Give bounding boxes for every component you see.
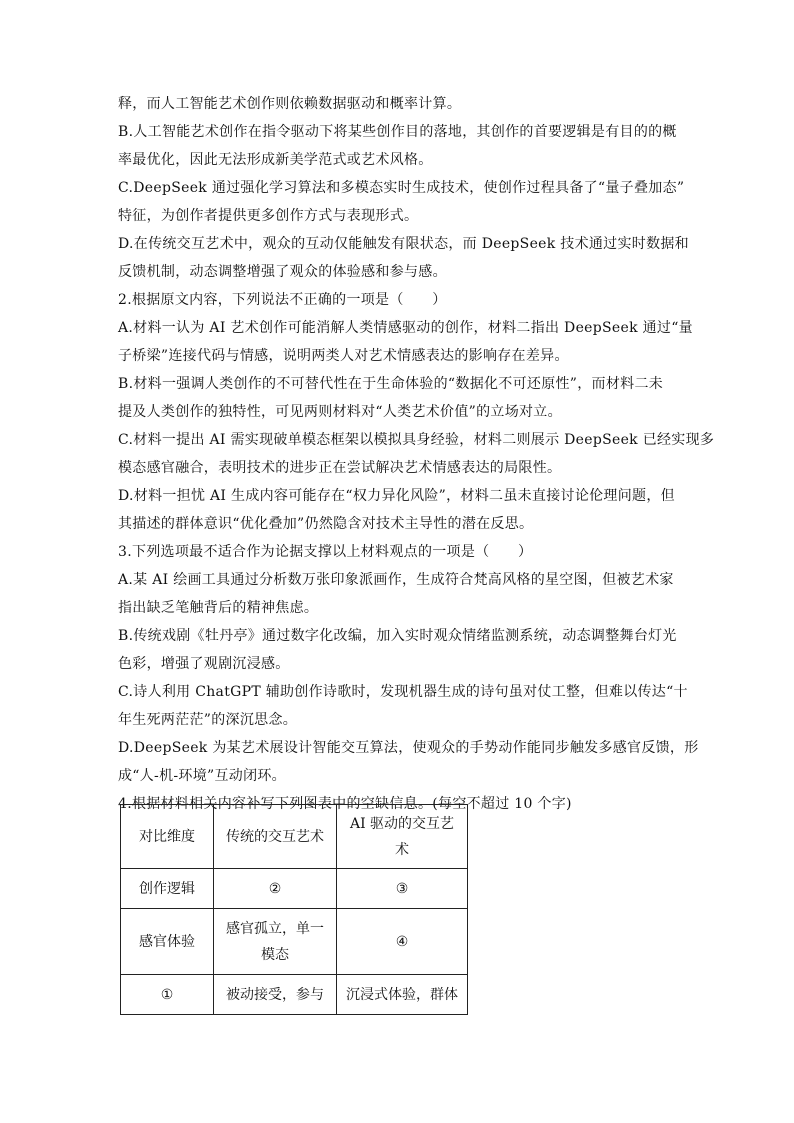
- text-line: 释，而人工智能艺术创作则依赖数据驱动和概率计算。: [118, 96, 462, 112]
- question-text: [118, 90, 715, 818]
- text-line: 色彩，增强了观剧沉浸感。: [118, 656, 290, 672]
- text-line: D.在传统交互艺术中，观众的互动仅能触发有限状态，而 DeepSeek 技术通过实时数据和: [118, 236, 689, 252]
- table-header-cell: AI 驱动的交互艺术: [337, 805, 468, 869]
- table-row: [121, 869, 468, 909]
- text-line: 反馈机制，动态调整增强了观众的体验感和参与感。: [118, 264, 447, 280]
- table-header-cell: 传统的交互艺术: [214, 805, 337, 869]
- table-cell: ②: [214, 869, 337, 909]
- table-header-row: [121, 805, 468, 869]
- table-cell: ④: [337, 909, 468, 975]
- text-line: B.材料一强调人类创作的不可替代性在于生命体验的“数据化不可还原性”，而材料二未: [118, 376, 664, 392]
- text-line: 年生死两茫茫”的深沉思念。: [118, 712, 298, 728]
- table-cell: ①: [121, 975, 214, 1015]
- text-line: A.某 AI 绘画工具通过分析数万张印象派画作，生成符合梵高风格的星空图，但被艺术家: [118, 572, 674, 588]
- question-4-title: 4.根据材料相关内容补写下列图表中的空缺信息。(每空不超过 10 个字): [118, 796, 572, 812]
- table-header-cell: 对比维度: [121, 805, 214, 869]
- text-line: 指出缺乏笔触背后的精神焦虑。: [118, 600, 319, 616]
- text-line: 其描述的群体意识“优化叠加”仍然隐含对技术主导性的潜在反思。: [118, 516, 534, 532]
- text-line: 特征，为创作者提供更多创作方式与表现形式。: [118, 208, 419, 224]
- question-3-title: 3.下列选项最不适合作为论据支撑以上材料观点的一项是（ ）: [118, 544, 533, 560]
- text-line: 成“人-机-环境”互动闭环。: [118, 768, 286, 784]
- text-line: C.材料一提出 AI 需实现破单模态框架以模拟具身经验，材料二则展示 DeepSeek 已经实现多: [118, 432, 715, 448]
- text-line: D.DeepSeek 为某艺术展设计智能交互算法，使观众的手势动作能同步触发多感官反馈，形: [118, 740, 699, 756]
- table-cell: 被动接受，参与: [214, 975, 337, 1015]
- text-line: C.诗人利用 ChatGPT 辅助创作诗歌时，发现机器生成的诗句虽对仗工整，但难以传达“十: [118, 684, 688, 700]
- table-cell: 沉浸式体验，群体: [337, 975, 468, 1015]
- text-line: A.材料一认为 AI 艺术创作可能消解人类情感驱动的创作，材料二指出 DeepSeek 通过“量: [118, 320, 693, 336]
- text-line: B.人工智能艺术创作在指令驱动下将某些创作目的落地，其创作的首要逻辑是有目的的概: [118, 124, 677, 140]
- text-line: D.材料一担忧 AI 生成内容可能存在“权力异化风险”，材料二虽未直接讨论伦理问题，但: [118, 488, 675, 504]
- comparison-table: [120, 804, 468, 1015]
- table-cell: 感官孤立，单一模态: [214, 909, 337, 975]
- table-cell: 创作逻辑: [121, 869, 214, 909]
- text-line: B.传统戏剧《牡丹亭》通过数字化改编，加入实时观众情绪监测系统，动态调整舞台灯光: [118, 628, 677, 644]
- text-line: 子桥梁”连接代码与情感，说明两类人对艺术情感表达的影响存在差异。: [118, 348, 569, 364]
- text-line: 模态感官融合，表明技术的进步正在尝试解决艺术情感表达的局限性。: [118, 460, 562, 476]
- table-row: [121, 909, 468, 975]
- text-line: 提及人类创作的独特性，可见两则材料对“人类艺术价值”的立场对立。: [118, 404, 562, 420]
- table-cell: 感官体验: [121, 909, 214, 975]
- question-2-title: 2.根据原文内容，下列说法不正确的一项是（ ）: [118, 292, 447, 308]
- table-cell: ③: [337, 869, 468, 909]
- text-line: C.DeepSeek 通过强化学习算法和多模态实时生成技术，使创作过程具备了“量子叠加态”: [118, 180, 685, 196]
- text-line: 率最优化，因此无法形成新美学范式或艺术风格。: [118, 152, 433, 168]
- table-row: [121, 975, 468, 1015]
